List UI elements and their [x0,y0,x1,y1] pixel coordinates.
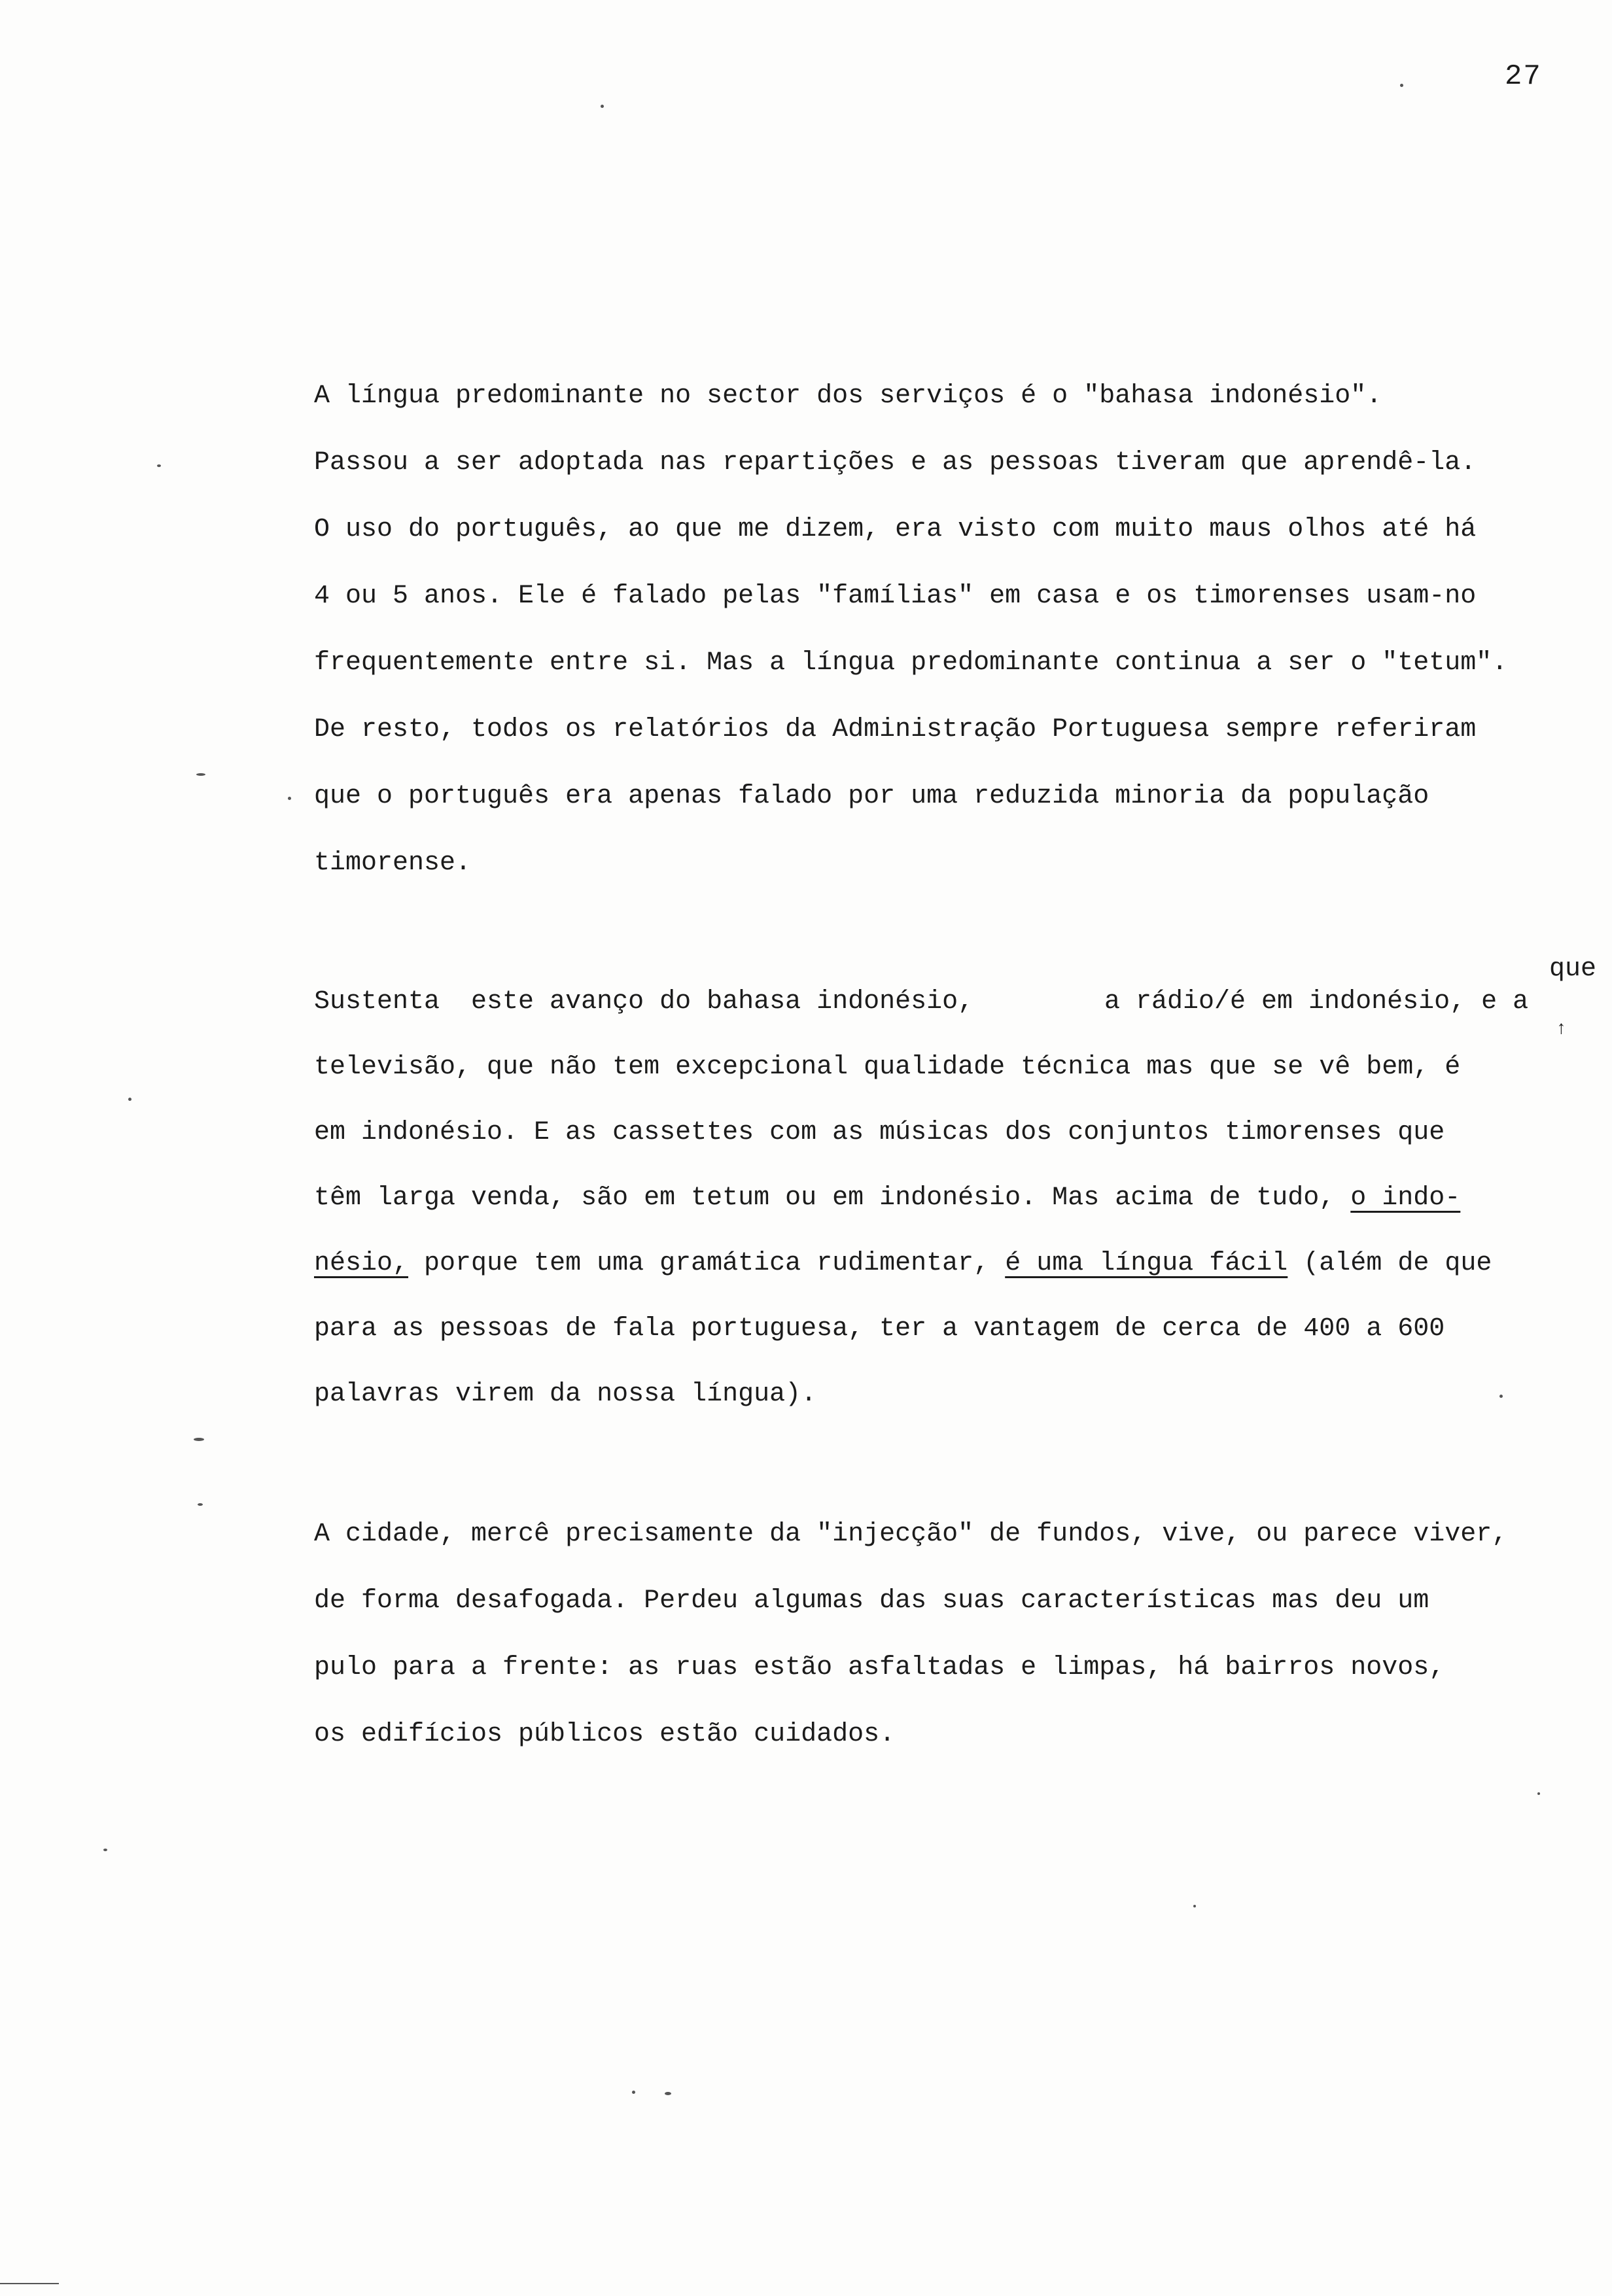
scan-speck [196,773,205,776]
text-line: De resto, todos os relatórios da Administração Portuguesa sempre referiram [314,715,1477,744]
paragraph-indonesian [314,954,1597,1429]
text-line: de forma desafogada. Perdeu algumas das suas características mas deu um [314,1586,1429,1616]
scan-speck [1537,1792,1540,1795]
paragraph-language [314,378,1570,878]
text-line: os edifícios públicos estão cuidados. [314,1720,896,1749]
scan-speck [0,2283,59,2284]
text-line: timorense. [314,848,472,878]
text-line: televisão, que não tem excepcional qualidade técnica mas que se vê bem, é [314,1052,1461,1082]
text-line [314,1180,1460,1217]
text-line: 4 ou 5 anos. Ele é falado pelas "famílias" em casa e os timorenses usam-no [314,582,1477,611]
underlined-text: é uma língua fácil [1005,1249,1288,1278]
text-segment: Sustenta este avanço do bahasa indonésio, [314,987,974,1017]
text-segment: têm larga venda, são em tetum ou em indonésio. Mas acima de tudo, [314,1183,1335,1213]
scan-speck [194,1438,204,1441]
text-line [314,1245,1492,1282]
page-number: 27 [1505,60,1542,93]
text-line [314,954,1597,1039]
underlined-text: o indo- [1350,1183,1461,1213]
text-line: O uso do português, ao que me dizem, era visto com muito maus olhos até há [314,515,1477,544]
text-segment: (além de que [1303,1249,1492,1278]
scan-speck [1193,1905,1196,1907]
text-line: para as pessoas de fala portuguesa, ter a vantagem de cerca de 400 a 600 [314,1314,1445,1344]
text-segment: a rádio/é em indonésio, e a [1104,987,1529,1017]
scan-speck [103,1849,107,1851]
scan-speck [665,2092,671,2095]
paragraph-city [314,1516,1570,1758]
scan-speck [128,1098,131,1101]
scan-speck [601,105,604,108]
text-line: que o português era apenas falado por uma reduzida minoria da população [314,782,1429,811]
scan-speck [632,2091,635,2094]
text-segment: porque tem uma gramática rudimentar, [424,1249,990,1278]
text-line: pulo para a frente: as ruas estão asfaltadas e limpas, há bairros novos, [314,1653,1445,1682]
handwritten-insertion: que [1549,954,1597,984]
insertion-caret-icon: ↑ [1556,1019,1567,1039]
text-line: A cidade, mercê precisamente da "injecção" de fundos, vive, ou parece viver, [314,1520,1508,1549]
scan-speck [157,464,161,467]
scan-speck [198,1503,203,1506]
scan-speck [288,797,291,800]
text-line: A língua predominante no sector dos serviços é o "bahasa indonésio". [314,381,1382,411]
scan-speck [1499,1395,1503,1398]
underlined-text: nésio, [314,1249,409,1278]
scan-speck [1400,84,1403,87]
text-line: palavras virem da nossa língua). [314,1380,817,1409]
text-line: frequentemente entre si. Mas a língua predominante continua a ser o "tetum". [314,648,1508,678]
text-line: Passou a ser adoptada nas repartições e as pessoas tiveram que aprendê-la. [314,448,1477,478]
text-line: em indonésio. E as cassettes com as músicas dos conjuntos timorenses que [314,1118,1445,1147]
